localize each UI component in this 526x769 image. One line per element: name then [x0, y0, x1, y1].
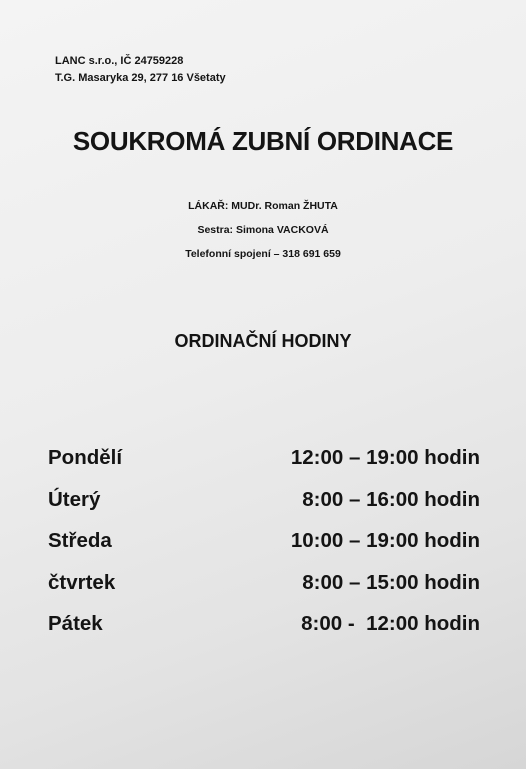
- hours-row-tuesday: [48, 488, 480, 530]
- hours-row-monday: [48, 446, 480, 488]
- time-range: 8:00 – 16:00 hodin: [302, 487, 480, 511]
- doctor-line: LÁKAŘ: MUDr. Roman ŽHUTA: [188, 200, 338, 212]
- office-hours-heading: ORDINAČNÍ HODINY: [174, 331, 352, 351]
- page-title: SOUKROMÁ ZUBNÍ ORDINACE: [72, 126, 454, 156]
- day-label: čtvrtek: [48, 570, 116, 594]
- company-name-line: LANC s.r.o., IČ 24759228: [55, 55, 184, 67]
- time-range: 12:00 – 19:00 hodin: [290, 446, 480, 469]
- nurse-line: Sestra: Simona VACKOVÁ: [197, 224, 329, 236]
- office-hours-table: [48, 446, 480, 654]
- staff-info: [0, 194, 526, 266]
- time-range: 8:00 – 15:00 hodin: [302, 570, 480, 594]
- day-label: Pátek: [48, 612, 103, 635]
- time-range: 8:00 - 12:00 hodin: [301, 612, 480, 635]
- day-label: Středa: [48, 529, 112, 552]
- hours-row-wednesday: [48, 529, 480, 571]
- time-range: 10:00 – 19:00 hodin: [290, 529, 480, 552]
- company-address-line: T.G. Masaryka 29, 277 16 Všetaty: [55, 72, 226, 84]
- hours-row-thursday: [48, 571, 480, 613]
- company-info: [55, 53, 226, 87]
- day-label: Úterý: [48, 487, 101, 511]
- hours-row-friday: [48, 612, 480, 654]
- phone-line: Telefonní spojení – 318 691 659: [185, 248, 341, 260]
- day-label: Pondělí: [48, 446, 123, 469]
